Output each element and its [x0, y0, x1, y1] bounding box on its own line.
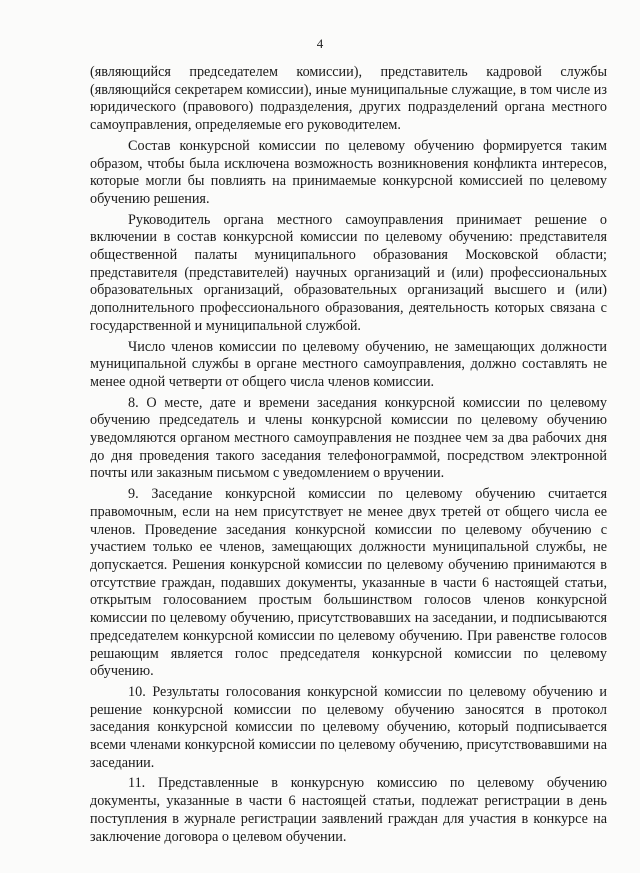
document-body [90, 64, 607, 846]
paragraph-item-8: 8. О месте, дате и времени заседания конкурсной комиссии по целевому обучению председатель и члены конкурсной комиссии по целевому обучению уведомляются органом местного самоуправления не позднее чем за два рабочих дня до дня проведения такого заседания телефонограммой, посредством электронной почты или заказным письмом с уведомлением о вручении. [90, 394, 607, 482]
paragraph-members-quota: Число членов комиссии по целевому обучению, не замещающих должности муниципальной службы в органе местного самоуправления, должно составлять не менее одной четверти от общего числа членов комиссии. [90, 338, 607, 390]
paragraph-continuation: (являющийся председателем комиссии), представитель кадровой службы (являющийся секретарем комиссии), иные муниципальные служащие, в том числе из юридического (правового) подразделения, других подразделений органа местного самоуправления, определяемые его руководителем. [90, 64, 607, 134]
paragraph-item-9: 9. Заседание конкурсной комиссии по целевому обучению считается правомочным, если на нем присутствует не менее двух третей от общего числа ее членов. Проведение заседания конкурсной комиссии по целевому обучению с участием только ее членов, замещающих должности муниципальной службы, не допускается. Решения конкурсной комиссии по целевому обучению принимаются в отсутствие граждан, подавших документы, указанные в части 6 настоящей статьи, открытым голосованием простым большинством голосов членов конкурсной комиссии по целевому обучению, присутствовавших на заседании, и подписываются председателем конкурсной комиссии по целевому обучению. При равенстве голосов решающим является голос председателя конкурсной комиссии по целевому обучению. [90, 486, 607, 680]
paragraph-item-11: 11. Представленные в конкурсную комиссию по целевому обучению документы, указанные в части 6 настоящей статьи, подлежат регистрации в день поступления в журнале регистрации заявлений граждан для участия в конкурсе на заключение договора о целевом обучении. [90, 775, 607, 845]
paragraph-head-decision: Руководитель органа местного самоуправления принимает решение о включении в состав конкурсной комиссии по целевому обучению: представителя общественной палаты муниципального образования Московской области; представителя (представителей) научных организаций и (или) профессиональных образовательных организаций, образовательных организаций высшего и (или) дополнительного профессионального образования, деятельность которых связана с государственной и муниципальной службой. [90, 211, 607, 334]
page-number: 4 [316, 36, 324, 51]
paragraph-item-10: 10. Результаты голосования конкурсной комиссии по целевому обучению и решение конкурсной комиссии по целевому обучению заносятся в протокол заседания конкурсной комиссии по целевому обучению, который подписывается всеми членами конкурсной комиссии по целевому обучению, присутствовавшими на заседании. [90, 683, 607, 771]
paragraph-commission-composition: Состав конкурсной комиссии по целевому обучению формируется таким образом, чтобы была исключена возможность возникновения конфликта интересов, которые могли бы повлиять на принимаемые конкурсной комиссией по целевому обучению решения. [90, 137, 607, 207]
